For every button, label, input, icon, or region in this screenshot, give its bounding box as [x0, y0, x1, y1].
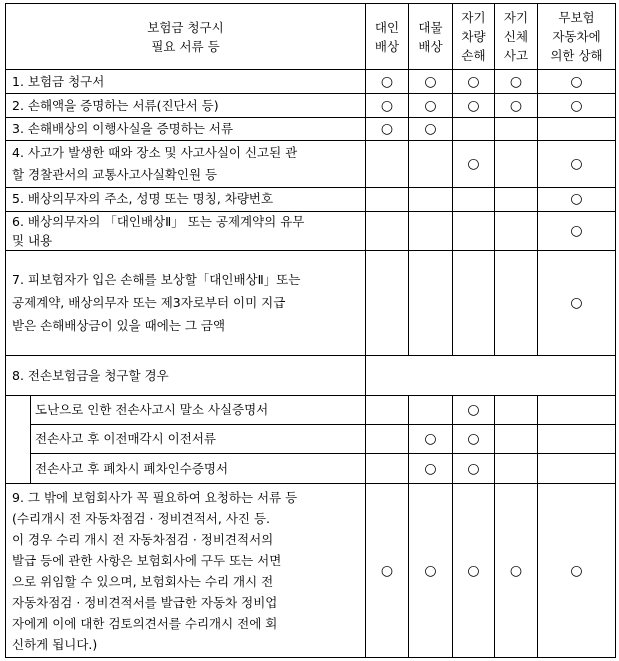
- table-row: [6, 250, 616, 355]
- required-mark: ○: [409, 425, 453, 454]
- empty-cell: [495, 425, 538, 454]
- empty-cell: [409, 141, 453, 187]
- empty-cell: [453, 211, 495, 250]
- header-property-liability: 대물 배상: [409, 4, 453, 70]
- empty-cell: [495, 118, 538, 141]
- required-mark: ○: [453, 425, 495, 454]
- required-mark: ○: [538, 70, 616, 94]
- table-row: [6, 94, 616, 118]
- table-row: [6, 118, 616, 141]
- table-row: [6, 396, 616, 425]
- required-mark: ○: [366, 70, 409, 94]
- required-mark: ○: [538, 250, 616, 355]
- table-row: [6, 211, 616, 250]
- table-row: [6, 70, 616, 94]
- header-bodily-liability: 대인 배상: [366, 4, 409, 70]
- row-label: 4. 사고가 발생한 때와 장소 및 사고사실이 신고된 관 할 경찰관서의 교통사고사실확인원 등: [6, 141, 366, 187]
- row-label: 8. 전손보험금을 청구할 경우: [6, 356, 366, 396]
- table-row: [6, 356, 616, 396]
- empty-cell: [366, 396, 409, 425]
- required-mark: ○: [538, 187, 616, 211]
- header-uninsured: 무보험 자동차에 의한 상해: [538, 4, 616, 70]
- empty-cell: [495, 454, 538, 484]
- empty-cell: [538, 454, 616, 484]
- required-mark: ○: [453, 94, 495, 118]
- required-mark: ○: [453, 70, 495, 94]
- required-mark: ○: [495, 94, 538, 118]
- required-mark: ○: [495, 484, 538, 658]
- table-row: [6, 187, 616, 211]
- header-own-body: 자기 신체 사고: [495, 4, 538, 70]
- empty-cell: [495, 396, 538, 425]
- required-mark: ○: [366, 118, 409, 141]
- empty-cell: [366, 454, 409, 484]
- table-row: [6, 454, 616, 484]
- empty-cell: [409, 250, 453, 355]
- required-mark: ○: [366, 94, 409, 118]
- required-mark: ○: [538, 141, 616, 187]
- empty-cell: [495, 250, 538, 355]
- required-mark: ○: [409, 484, 453, 658]
- empty-cell: [366, 211, 409, 250]
- empty-cell: [495, 187, 538, 211]
- table-row: [6, 141, 616, 187]
- row-label: 9. 그 밖에 보험회사가 꼭 필요하여 요청하는 서류 등 (수리개시 전 자동차점검 · 정비견적서, 사진 등. 이 경우 수리 개시 전 자동차점검 · 정비견적서의 발급 등에 관한 사항은 보험회사에 구두 또는 서면 으로 위임할 수 있으며, 보험회사는 수리 개시 전 자동차점검 · 정비견적서를 발급한 자동차 정비업 자에게 이에 대한 검토의견서를 수리개시 전에 회 신하게 됩니다.): [6, 484, 366, 658]
- empty-cell: [538, 425, 616, 454]
- required-mark: ○: [495, 70, 538, 94]
- empty-cell: [538, 396, 616, 425]
- empty-cell: [409, 211, 453, 250]
- empty-cell: [366, 187, 409, 211]
- indent-cell: [6, 396, 31, 484]
- row-label: 2. 손해액을 증명하는 서류(진단서 등): [6, 94, 366, 118]
- row-label: 7. 피보험자가 입은 손해를 보상할「대인배상Ⅱ」또는 공제계약, 배상의무자 또는 제3자로부터 이미 지급 받은 손해배상금이 있을 때에는 그 금액: [6, 250, 366, 355]
- required-mark: ○: [538, 211, 616, 250]
- empty-cell: [366, 425, 409, 454]
- required-mark: ○: [453, 396, 495, 425]
- header-row: [6, 4, 616, 70]
- row-label: 1. 보험금 청구서: [6, 70, 366, 94]
- required-mark: ○: [409, 94, 453, 118]
- empty-cell: [453, 118, 495, 141]
- required-mark: ○: [409, 118, 453, 141]
- empty-cell: [366, 356, 616, 396]
- empty-cell: [453, 250, 495, 355]
- required-mark: ○: [453, 454, 495, 484]
- row-label: 도난으로 인한 전손사고시 말소 사실증명서: [31, 396, 366, 425]
- required-mark: ○: [409, 454, 453, 484]
- row-label: 전손사고 후 이전매각시 이전서류: [31, 425, 366, 454]
- header-title: 보험금 청구시 필요 서류 등: [6, 4, 366, 70]
- row-label: 3. 손해배상의 이행사실을 증명하는 서류: [6, 118, 366, 141]
- header-own-vehicle: 자기 차량 손해: [453, 4, 495, 70]
- empty-cell: [453, 187, 495, 211]
- row-label: 5. 배상의무자의 주소, 성명 또는 명칭, 차량번호: [6, 187, 366, 211]
- required-mark: ○: [538, 484, 616, 658]
- required-mark: ○: [538, 94, 616, 118]
- empty-cell: [409, 187, 453, 211]
- documents-table: [5, 3, 616, 658]
- required-mark: ○: [453, 141, 495, 187]
- required-mark: ○: [366, 484, 409, 658]
- required-mark: ○: [409, 70, 453, 94]
- empty-cell: [495, 211, 538, 250]
- empty-cell: [495, 141, 538, 187]
- table-row: [6, 425, 616, 454]
- empty-cell: [366, 250, 409, 355]
- table-row: [6, 484, 616, 658]
- empty-cell: [538, 118, 616, 141]
- empty-cell: [409, 396, 453, 425]
- row-label: 전손사고 후 폐차시 폐차인수증명서: [31, 454, 366, 484]
- empty-cell: [366, 141, 409, 187]
- row-label: 6. 배상의무자의 「대인배상Ⅱ」 또는 공제계약의 유무 및 내용: [6, 211, 366, 250]
- required-mark: ○: [453, 484, 495, 658]
